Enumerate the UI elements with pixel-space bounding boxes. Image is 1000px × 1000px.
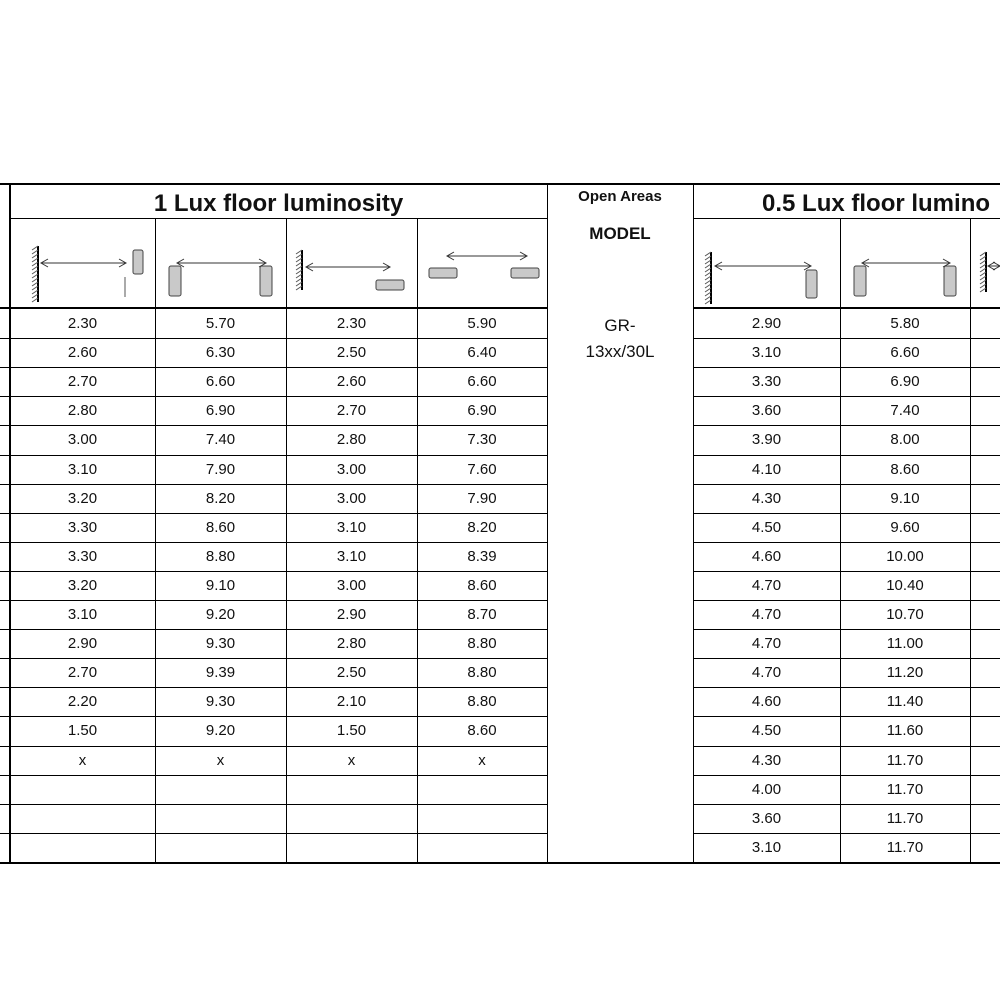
model-label: MODEL bbox=[589, 224, 651, 243]
column-divider bbox=[547, 183, 548, 863]
lux1-cell: 8.20 bbox=[467, 519, 497, 536]
lux1-cell: 2.70 bbox=[67, 664, 98, 681]
lux05-cell: 6.90 bbox=[890, 373, 920, 390]
lux05-cell: 10.00 bbox=[886, 548, 924, 565]
lux1-cell: x bbox=[478, 752, 486, 769]
lux1-cell: 2.50 bbox=[336, 664, 367, 681]
model-value bbox=[547, 313, 693, 365]
lux05-cell: 4.50 bbox=[751, 722, 782, 739]
lux1-cell: 3.20 bbox=[67, 490, 98, 507]
lux05-cell: 4.30 bbox=[751, 752, 782, 769]
lux05-cell: 11.70 bbox=[886, 752, 924, 769]
lux1-cell: 8.60 bbox=[467, 722, 497, 739]
lux1-cell: 9.30 bbox=[205, 635, 236, 652]
lux05-cell: 4.30 bbox=[751, 490, 782, 507]
lux05-cell: 4.00 bbox=[751, 781, 782, 798]
lux1-cell bbox=[155, 833, 286, 862]
lux05-cell: 4.70 bbox=[751, 577, 782, 594]
lux1-cell: 2.80 bbox=[336, 431, 367, 448]
lux1-cell: 5.70 bbox=[205, 315, 236, 332]
ceiling-to-ceiling-icon bbox=[417, 222, 547, 306]
lux1-cell: 3.00 bbox=[67, 431, 98, 448]
lux1-cell: 6.60 bbox=[205, 373, 236, 390]
lux1-cell: 6.90 bbox=[467, 402, 497, 419]
lux1-cell: 8.80 bbox=[467, 693, 497, 710]
wall-to-ceiling-icon bbox=[286, 222, 417, 306]
lux1-cell: 3.10 bbox=[336, 548, 367, 565]
lux05-cell: 3.60 bbox=[751, 810, 782, 827]
lux1-cell: 7.40 bbox=[205, 431, 236, 448]
lux05-cell: 4.70 bbox=[751, 664, 782, 681]
lux05-cell: 8.00 bbox=[890, 431, 920, 448]
model-value-line-1: GR- bbox=[604, 316, 636, 335]
lux1-cell: 2.10 bbox=[336, 693, 367, 710]
lux1-cell: 8.39 bbox=[467, 548, 497, 565]
lux1-cell: 8.80 bbox=[467, 664, 497, 681]
lux1-cell: x bbox=[78, 752, 87, 769]
column-divider bbox=[970, 218, 971, 863]
lux05-cell: 9.60 bbox=[890, 519, 920, 536]
lux1-cell: 8.80 bbox=[205, 548, 236, 565]
lux1-cell: 8.60 bbox=[467, 577, 497, 594]
lux05-cell: 10.40 bbox=[886, 577, 924, 594]
lux1-cell: 6.90 bbox=[205, 402, 236, 419]
lux1-cell bbox=[286, 804, 417, 833]
lux1-cell: 2.60 bbox=[336, 373, 367, 390]
lux1-cell: 2.60 bbox=[67, 344, 98, 361]
lux1-cell: 8.20 bbox=[205, 490, 236, 507]
lux1-cell bbox=[417, 775, 547, 804]
lux05-cell: 6.60 bbox=[890, 344, 920, 361]
lux1-cell: 3.30 bbox=[67, 519, 98, 536]
post-to-post-icon bbox=[155, 222, 286, 306]
lux1-cell: 3.30 bbox=[67, 548, 98, 565]
lux05-cell: 4.10 bbox=[751, 461, 782, 478]
lux1-cell: 6.40 bbox=[467, 344, 497, 361]
lux05-cell: 3.10 bbox=[751, 344, 782, 361]
header-divider bbox=[10, 218, 547, 219]
lux1-cell: 2.70 bbox=[336, 402, 367, 419]
lux05-cell: 11.40 bbox=[886, 693, 924, 710]
wall-to-wall-icon bbox=[10, 222, 155, 306]
lux1-cell bbox=[286, 833, 417, 862]
lux1-cell: 3.00 bbox=[336, 490, 367, 507]
lux05-cell: 7.40 bbox=[890, 402, 920, 419]
lux1-cell: 3.10 bbox=[67, 461, 98, 478]
lux05-cell: 3.60 bbox=[751, 402, 782, 419]
lux1-cell: x bbox=[347, 752, 356, 769]
model-value-line-2: 13xx/30L bbox=[585, 342, 655, 361]
lux1-cell bbox=[417, 804, 547, 833]
lux1-cell: 2.70 bbox=[67, 373, 98, 390]
table-bottom-border bbox=[0, 862, 1000, 864]
lux1-cell: 2.90 bbox=[67, 635, 98, 652]
lux1-cell: 1.50 bbox=[67, 722, 98, 739]
lux05-cell: 4.60 bbox=[751, 548, 782, 565]
lux05-cell: 11.70 bbox=[886, 810, 924, 827]
lux1-cell: 2.20 bbox=[67, 693, 98, 710]
header-divider bbox=[693, 218, 1000, 219]
lux1-cell: 9.30 bbox=[205, 693, 236, 710]
lux1-cell bbox=[10, 775, 155, 804]
lux05-cell: 8.60 bbox=[890, 461, 920, 478]
lux1-cell: 7.60 bbox=[467, 461, 497, 478]
lux1-cell: 9.20 bbox=[205, 606, 236, 623]
lux1-cell bbox=[10, 833, 155, 862]
lux05-cell: 11.70 bbox=[886, 781, 924, 798]
lux1-cell: 3.20 bbox=[67, 577, 98, 594]
table-top-border bbox=[0, 183, 1000, 185]
lux05-cell: 3.30 bbox=[751, 373, 782, 390]
lux1-cell: 2.30 bbox=[67, 315, 98, 332]
lux05-cell: 11.60 bbox=[886, 722, 924, 739]
wall-partial-icon bbox=[970, 222, 1000, 306]
lux1-cell: 3.10 bbox=[67, 606, 98, 623]
lux1-cell: 7.90 bbox=[467, 490, 497, 507]
lux05-cell: 4.60 bbox=[751, 693, 782, 710]
lux05-cell: 3.10 bbox=[751, 839, 782, 856]
lux1-cell: 8.80 bbox=[467, 635, 497, 652]
lux1-cell: 6.60 bbox=[467, 373, 497, 390]
lux1-cell bbox=[286, 775, 417, 804]
lux1-cell bbox=[10, 804, 155, 833]
lux1-cell bbox=[155, 775, 286, 804]
lux1-cell: x bbox=[216, 752, 225, 769]
lux1-cell: 5.90 bbox=[467, 315, 497, 332]
lux1-cell: 8.70 bbox=[467, 606, 497, 623]
lux1-cell: 6.30 bbox=[205, 344, 236, 361]
lux1-cell bbox=[417, 833, 547, 862]
lux1-title: 1 Lux floor luminosity bbox=[153, 190, 404, 217]
lux05-cell: 4.70 bbox=[751, 606, 782, 623]
lux1-cell: 9.39 bbox=[205, 664, 236, 681]
lux05-cell: 2.90 bbox=[751, 315, 782, 332]
lux1-cell: 2.90 bbox=[336, 606, 367, 623]
lux1-cell: 2.30 bbox=[336, 315, 367, 332]
lux1-cell: 9.10 bbox=[205, 577, 236, 594]
lux1-cell: 8.60 bbox=[205, 519, 236, 536]
lux05-cell: 10.70 bbox=[886, 606, 924, 623]
lux1-cell: 2.80 bbox=[336, 635, 367, 652]
wall-to-wall-icon bbox=[693, 222, 840, 306]
lux1-cell: 7.90 bbox=[205, 461, 236, 478]
lux05-cell: 11.20 bbox=[886, 664, 924, 681]
lux1-cell: 2.80 bbox=[67, 402, 98, 419]
lux1-cell: 3.00 bbox=[336, 577, 367, 594]
lux05-cell: 9.10 bbox=[890, 490, 920, 507]
lux05-cell: 11.00 bbox=[886, 635, 924, 652]
lux1-cell: 3.00 bbox=[336, 461, 367, 478]
lux05-cell: 3.90 bbox=[751, 431, 782, 448]
lux05-cell: 4.70 bbox=[751, 635, 782, 652]
lux1-cell: 9.20 bbox=[205, 722, 236, 739]
lux1-cell: 1.50 bbox=[336, 722, 367, 739]
lux1-cell: 3.10 bbox=[336, 519, 367, 536]
post-to-post-icon bbox=[840, 222, 970, 306]
lux05-cell: 5.80 bbox=[890, 315, 920, 332]
lux05-cell: 4.50 bbox=[751, 519, 782, 536]
lux1-cell bbox=[155, 804, 286, 833]
lux1-cell: 7.30 bbox=[467, 431, 497, 448]
lux05-title: 0.5 Lux floor lumino bbox=[762, 190, 991, 217]
open-areas-label: Open Areas bbox=[578, 188, 662, 205]
lux05-cell: 11.70 bbox=[886, 839, 924, 856]
lux1-cell: 2.50 bbox=[336, 344, 367, 361]
